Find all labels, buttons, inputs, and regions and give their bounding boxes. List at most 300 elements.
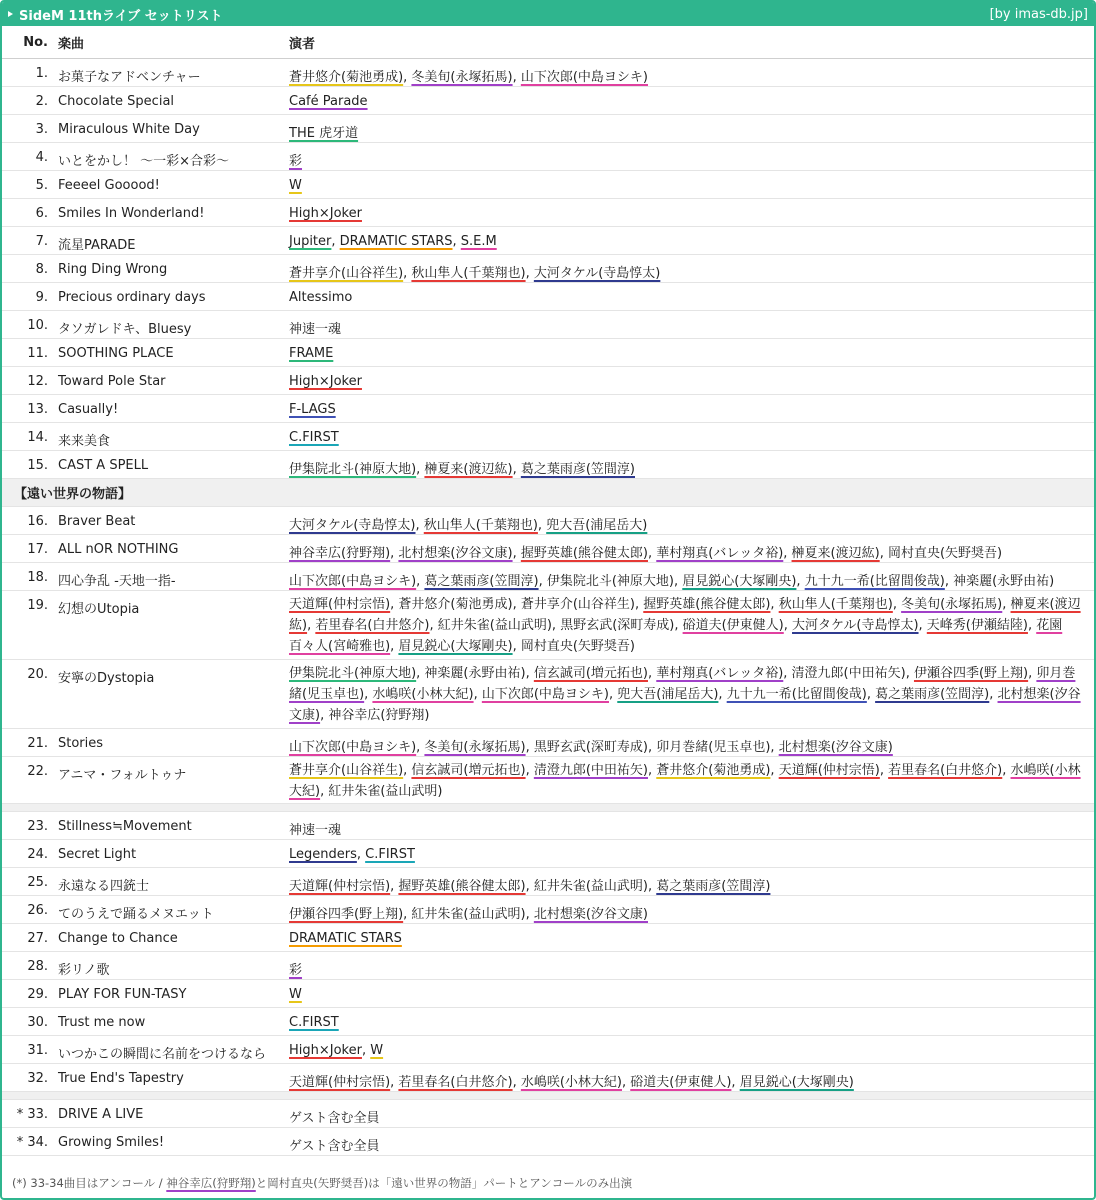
table-row	[2, 311, 1094, 339]
table-row	[2, 1036, 1094, 1064]
song-title: お菓子なアドベンチャー	[58, 70, 201, 85]
performer-link[interactable]: 葛之葉雨彦(笠間淳)	[656, 879, 771, 894]
table-row	[2, 199, 1094, 227]
performer-separator: ,	[416, 666, 425, 681]
performers-cell	[289, 875, 1084, 894]
performer-link[interactable]: 伊集院北斗(神原大地)	[289, 462, 417, 477]
performer-separator: ,	[525, 266, 534, 281]
setlist-table	[2, 26, 1094, 1156]
song-number: 8.	[35, 262, 48, 277]
song-number: 26.	[27, 903, 48, 918]
performer-separator: ,	[551, 618, 561, 633]
performer-link[interactable]: 信玄誠司(増元拓也)	[533, 666, 648, 681]
performer-link[interactable]: W	[370, 1043, 384, 1058]
table-row	[2, 115, 1094, 143]
performer-separator: ,	[415, 518, 424, 533]
performer-separator: ,	[390, 879, 399, 894]
performer-link[interactable]: DRAMATIC STARS	[289, 931, 402, 946]
performer-separator: ,	[989, 687, 998, 702]
performer-link[interactable]: 葛之葉雨彦(笠間淳)	[424, 574, 539, 589]
performer-name: 紅井朱雀(益山武明)	[533, 879, 648, 894]
song-title: DRIVE A LIVE	[58, 1107, 144, 1122]
performer-separator: ,	[512, 546, 521, 561]
performer-link[interactable]: 蒼井悠介(菊池勇成)	[656, 763, 771, 778]
footnote	[12, 1175, 632, 1191]
performer-link[interactable]: 水嶋咲(小林大紀)	[372, 687, 474, 702]
song-title: Miraculous White Day	[58, 122, 200, 137]
performers-cell	[289, 66, 1084, 85]
row-separator	[2, 804, 1094, 812]
performer-separator: ,	[731, 1075, 740, 1090]
song-number: 30.	[27, 1015, 48, 1030]
title-group[interactable]	[8, 5, 222, 24]
song-title: Stories	[58, 736, 104, 751]
song-title: Trust me now	[58, 1015, 146, 1030]
table-row	[2, 227, 1094, 255]
song-number: 24.	[27, 847, 48, 862]
song-number: 18.	[27, 570, 48, 585]
performer-separator: ,	[525, 907, 534, 922]
song-number: 32.	[27, 1071, 48, 1086]
footnote-mid: と	[255, 1176, 268, 1190]
performer-name: 蒼井享介(山谷祥生)	[520, 597, 635, 612]
performer-separator: ,	[918, 618, 927, 633]
table-row	[2, 660, 1094, 729]
performer-separator: ,	[944, 574, 954, 589]
performer-link[interactable]: 伊瀬谷四季(野上翔)	[289, 907, 404, 922]
table-row	[2, 563, 1094, 591]
performers-cell	[289, 542, 1084, 561]
performer-link[interactable]: 花園百々人(宮崎雅也)	[289, 618, 1063, 654]
performer-separator: ,	[770, 740, 779, 755]
performer-link[interactable]: 冬美旬(永塚拓馬)	[411, 70, 513, 85]
performer-link[interactable]: 北村想楽(汐谷文康)	[398, 546, 513, 561]
performer-link[interactable]: Legenders	[289, 847, 357, 862]
performer-separator: ,	[416, 740, 425, 755]
table-row	[2, 507, 1094, 535]
table-row	[2, 840, 1094, 868]
performer-separator: ,	[674, 618, 683, 633]
performer-name: 岡村直央(矢野奨吾)	[520, 639, 635, 654]
table-row	[2, 1064, 1094, 1092]
performer-link[interactable]: 葛之葉雨彦(笠間淳)	[875, 687, 990, 702]
footnote-name-link[interactable]: 神谷幸広(狩野翔)	[166, 1176, 256, 1190]
performer-name: 岡村直央(矢野奨吾)	[887, 546, 1003, 561]
performer-separator: ,	[537, 518, 547, 533]
table-row	[2, 812, 1094, 840]
performer-link[interactable]: 蒼井悠介(菊池勇成)	[289, 70, 404, 85]
performer-link[interactable]: W	[289, 987, 302, 1002]
performer-link[interactable]: C.FIRST	[289, 430, 339, 445]
table-row	[2, 1008, 1094, 1036]
performer-name: 清澄九郎(中田祐矢)	[791, 666, 906, 681]
performer-name: ゲスト含む全員	[289, 1111, 380, 1126]
performer-link[interactable]: 大河タケル(寺島惇太)	[289, 518, 416, 533]
performers-cell	[289, 514, 1084, 533]
performer-link[interactable]: 秋山隼人(千葉翔也)	[411, 266, 526, 281]
performer-separator: ,	[1027, 618, 1037, 633]
table-row	[2, 952, 1094, 980]
song-title: 来来美食	[58, 434, 111, 449]
performer-name: 神楽麗(永野由祐)	[953, 574, 1055, 589]
song-title: 彩リノ歌	[58, 963, 110, 978]
performers-cell	[289, 570, 1084, 589]
performer-link[interactable]: Café Parade	[289, 94, 368, 109]
performer-link[interactable]: 若里春名(白井悠介)	[315, 618, 430, 633]
performer-separator: ,	[538, 574, 547, 589]
header-song: 楽曲	[58, 36, 85, 52]
performer-name: 紅井朱雀(益山武明)	[437, 618, 552, 633]
performer-separator: ,	[403, 266, 412, 281]
performer-separator: ,	[473, 687, 482, 702]
performer-link[interactable]: 冬美旬(永塚拓馬)	[424, 740, 526, 755]
performer-separator: ,	[525, 666, 534, 681]
performer-link[interactable]: 九十九一希(比留間俊哉)	[726, 687, 867, 702]
performers-cell	[289, 847, 1084, 862]
performer-separator: ,	[403, 70, 412, 85]
performer-name: 神谷幸広(狩野翔)	[328, 708, 430, 723]
performer-separator: ,	[770, 597, 779, 612]
performer-separator: ,	[429, 618, 438, 633]
performer-link[interactable]: DRAMATIC STARS	[339, 234, 453, 249]
performer-link[interactable]: 山下次郎(中島ヨシキ)	[481, 687, 609, 702]
song-title: SOOTHING PLACE	[58, 346, 174, 361]
table-row	[2, 896, 1094, 924]
performer-link[interactable]: High×Joker	[289, 1043, 362, 1058]
performer-link[interactable]: 榊夏来(渡辺紘)	[791, 546, 880, 561]
performer-link[interactable]: 若里春名(白井悠介)	[398, 1075, 513, 1090]
song-title: Smiles In Wonderland!	[58, 206, 205, 221]
song-number: 3.	[35, 122, 48, 137]
performer-separator: ,	[403, 907, 412, 922]
performer-link[interactable]: 伊集院北斗(神原大地)	[289, 666, 417, 681]
performer-separator: ,	[320, 708, 329, 723]
performer-name: 黒野玄武(深町寿成)	[533, 740, 648, 755]
performer-name: ゲスト含む全員	[289, 1139, 380, 1154]
performer-link[interactable]: 天道輝(仲村宗悟)	[778, 763, 880, 778]
panel-title: SideM 11thライブ セットリスト	[19, 8, 223, 24]
song-title: てのうえで踊るメヌエット	[58, 907, 214, 922]
performer-link[interactable]: High×Joker	[289, 374, 362, 389]
table-row	[2, 868, 1094, 896]
song-number: 4.	[35, 150, 48, 165]
credit-link[interactable]: [by imas-db.jp]	[989, 6, 1088, 22]
song-title: Braver Beat	[58, 514, 136, 529]
performer-separator: ,	[320, 784, 329, 799]
performer-separator: ,	[879, 546, 888, 561]
performer-separator: ,	[770, 763, 779, 778]
performer-link[interactable]: 北村想楽(汐谷文康)	[289, 687, 1081, 723]
performer-name: 蒼井悠介(菊池勇成)	[398, 597, 513, 612]
table-row	[2, 729, 1094, 757]
table-row	[2, 451, 1094, 479]
performer-link[interactable]: 華村翔真(バレッタ裕)	[656, 666, 784, 681]
table-row	[2, 395, 1094, 423]
performer-link[interactable]: 眉見鋭心(大塚剛央)	[682, 574, 797, 589]
performer-name: 神楽麗(永野由祐)	[424, 666, 526, 681]
performer-link[interactable]: 北村想楽(汐谷文康)	[778, 740, 893, 755]
performer-link[interactable]: High×Joker	[289, 206, 362, 221]
performer-link[interactable]: 山下次郎(中島ヨシキ)	[289, 740, 417, 755]
performer-link[interactable]: 山下次郎(中島ヨシキ)	[289, 574, 417, 589]
table-row	[2, 980, 1094, 1008]
performers-cell	[289, 178, 1084, 193]
performer-link[interactable]: 天道輝(仲村宗悟)	[289, 597, 391, 612]
performer-separator: ,	[892, 597, 902, 612]
performer-link[interactable]: 伊瀬谷四季(野上翔)	[913, 666, 1029, 681]
song-number: 31.	[27, 1043, 48, 1058]
performers-cell	[289, 736, 1084, 755]
performer-link[interactable]: 冬美旬(永塚拓馬)	[901, 597, 1003, 612]
performers-cell	[289, 1043, 1084, 1058]
performer-link[interactable]: 蒼井享介(山谷祥生)	[289, 266, 404, 281]
performer-link[interactable]: 硲道夫(伊東健人)	[682, 618, 784, 633]
performers-cell	[289, 1015, 1084, 1030]
performer-link[interactable]: 彩	[289, 154, 303, 169]
performer-separator: ,	[390, 597, 399, 612]
performer-name: 伊集院北斗(神原大地)	[546, 574, 674, 589]
table-row	[2, 757, 1094, 804]
performer-link[interactable]: 握野英雄(熊谷健太郎)	[398, 879, 526, 894]
performer-link[interactable]: W	[289, 178, 302, 193]
table-row	[2, 283, 1094, 311]
performer-link[interactable]: 榊夏来(渡辺紘)	[289, 597, 1081, 633]
performer-separator: ,	[525, 879, 534, 894]
section-header: 【遠い世界の物語】	[2, 479, 1094, 507]
performer-link[interactable]: 秋山隼人(千葉翔也)	[778, 597, 893, 612]
performer-link[interactable]: 眉見鋭心(大塚剛央)	[398, 639, 513, 654]
performer-separator: ,	[648, 546, 657, 561]
performer-separator: ,	[390, 639, 399, 654]
performer-separator: ,	[783, 666, 792, 681]
performer-link[interactable]: 大河タケル(寺島惇太)	[533, 266, 661, 281]
performer-link[interactable]: C.FIRST	[289, 1015, 339, 1030]
performer-link[interactable]: THE 虎牙道	[289, 126, 359, 141]
performer-link[interactable]: 眉見鋭心(大塚剛央)	[739, 1075, 854, 1090]
song-title: Chocolate Special	[58, 94, 175, 109]
performers-cell	[289, 458, 1084, 477]
song-number: 2.	[35, 94, 48, 109]
performer-separator: ,	[648, 666, 657, 681]
song-title: Casually!	[58, 402, 119, 417]
table-row	[2, 171, 1094, 199]
table-row	[2, 591, 1094, 660]
performer-separator: ,	[525, 740, 534, 755]
performer-link[interactable]: S.E.M	[460, 234, 497, 249]
song-title: Precious ordinary days	[58, 290, 206, 305]
performer-link[interactable]: 卯月巻緒(児玉卓也)	[289, 666, 1076, 702]
performers-cell	[289, 122, 1084, 141]
performers-cell	[289, 1107, 1084, 1126]
performer-separator: ,	[452, 234, 461, 249]
performer-link[interactable]: 兜大吾(浦尾岳大)	[546, 518, 648, 533]
performer-name: Altessimo	[289, 290, 353, 305]
performer-separator: ,	[512, 462, 521, 477]
performer-link[interactable]: F-LAGS	[289, 402, 336, 417]
performers-cell	[289, 206, 1084, 221]
performer-separator: ,	[905, 666, 914, 681]
performers-cell	[289, 318, 1084, 337]
performer-link[interactable]: 信玄誠司(増元拓也)	[411, 763, 526, 778]
song-title: タソガレドキ、Bluesy	[58, 322, 192, 337]
performer-separator: ,	[648, 740, 657, 755]
song-number: 7.	[35, 234, 48, 249]
performer-separator: ,	[512, 1075, 521, 1090]
song-number: 28.	[27, 959, 48, 974]
performer-link[interactable]: 蒼井享介(山谷祥生)	[289, 763, 404, 778]
performers-cell	[289, 594, 1084, 657]
performer-separator: ,	[356, 847, 366, 862]
performer-separator: ,	[403, 763, 412, 778]
performers-cell	[289, 430, 1084, 445]
song-number: 5.	[35, 178, 48, 193]
song-title: 四心争乱 -天地一指-	[58, 574, 176, 589]
song-number: 14.	[27, 430, 48, 445]
performers-cell	[289, 931, 1084, 946]
performer-separator: ,	[416, 462, 425, 477]
performer-link[interactable]: 秋山隼人(千葉翔也)	[423, 518, 538, 533]
song-title: Growing Smiles!	[58, 1135, 165, 1150]
performer-separator: ,	[622, 1075, 631, 1090]
row-separator	[2, 1092, 1094, 1100]
performer-separator: ,	[648, 879, 657, 894]
performer-link[interactable]: 葛之葉雨彦(笠間淳)	[520, 462, 635, 477]
performer-link[interactable]: 水嶋咲(小林大紀)	[520, 1075, 622, 1090]
performer-link[interactable]: 天峰秀(伊瀬結陸)	[926, 618, 1028, 633]
performer-name: 黒野玄武(深町寿成)	[560, 618, 675, 633]
song-number: 10.	[27, 318, 48, 333]
performer-link[interactable]: FRAME	[289, 346, 334, 361]
performer-separator: ,	[512, 70, 521, 85]
song-number: 29.	[27, 987, 48, 1002]
performer-link[interactable]: 榊夏来(渡辺紘)	[424, 462, 513, 477]
song-title: Feeeel Gooood!	[58, 178, 160, 193]
table-row	[2, 1128, 1094, 1156]
performers-cell	[289, 346, 1084, 361]
performer-link[interactable]: 握野英雄(熊谷健太郎)	[520, 546, 648, 561]
song-title: 永遠なる四銃士	[58, 879, 150, 894]
performer-link[interactable]: Jupiter	[289, 234, 332, 249]
table-row	[2, 143, 1094, 171]
song-number: * 34.	[16, 1135, 48, 1150]
song-number: 1.	[35, 66, 48, 81]
performer-separator: ,	[390, 1075, 399, 1090]
title-bar	[2, 2, 1094, 26]
performer-separator: ,	[525, 763, 534, 778]
performer-link[interactable]: 華村翔真(バレッタ裕)	[656, 546, 784, 561]
performer-separator: ,	[783, 618, 793, 633]
performer-separator: ,	[635, 597, 644, 612]
performers-cell	[289, 402, 1084, 417]
performer-link[interactable]: 彩	[289, 963, 303, 978]
performer-link[interactable]: 天道輝(仲村宗悟)	[289, 879, 391, 894]
performer-separator: ,	[1002, 763, 1011, 778]
song-title: ALL nOR NOTHING	[58, 542, 179, 557]
performers-cell	[289, 819, 1084, 838]
song-title: CAST A SPELL	[58, 458, 149, 473]
performer-separator: ,	[1028, 666, 1037, 681]
performers-cell	[289, 94, 1084, 109]
performer-separator: ,	[1002, 597, 1011, 612]
song-number: 20.	[27, 667, 48, 682]
performer-link[interactable]: 兜大吾(浦尾岳大)	[617, 687, 719, 702]
song-number: 11.	[27, 346, 48, 361]
performer-link[interactable]: 神谷幸広(狩野翔)	[289, 546, 391, 561]
song-title: PLAY FOR FUN-TASY	[58, 987, 187, 1002]
song-number: 15.	[27, 458, 48, 473]
performer-separator: ,	[796, 574, 805, 589]
performer-link[interactable]: 大河タケル(寺島惇太)	[792, 618, 919, 633]
performer-separator: ,	[307, 618, 316, 633]
song-number: 19.	[27, 598, 48, 613]
performers-cell	[289, 1135, 1084, 1154]
table-row	[2, 87, 1094, 115]
performer-separator: ,	[331, 234, 340, 249]
performer-link[interactable]: 山下次郎(中島ヨシキ)	[520, 70, 648, 85]
table-row	[2, 1100, 1094, 1128]
performer-separator: ,	[783, 546, 792, 561]
song-title: 幻想のUtopia	[58, 602, 140, 617]
performer-separator: ,	[390, 546, 399, 561]
performer-separator: ,	[364, 687, 373, 702]
performers-cell	[289, 262, 1084, 281]
song-title: いつかこの瞬間に名前をつけるなら	[58, 1047, 267, 1062]
performers-cell	[289, 987, 1084, 1002]
performer-link[interactable]: 九十九一希(比留間俊哉)	[804, 574, 945, 589]
performer-link[interactable]: 水嶋咲(小林大紀)	[289, 763, 1081, 799]
table-row	[2, 255, 1094, 283]
table-row	[2, 535, 1094, 563]
song-number: 13.	[27, 402, 48, 417]
performer-separator: ,	[512, 639, 521, 654]
expand-triangle-icon[interactable]	[8, 11, 13, 17]
song-title: アニマ・フォルトゥナ	[58, 768, 187, 783]
song-title: 流星PARADE	[58, 238, 136, 253]
song-title: 安寧のDystopia	[58, 671, 155, 686]
performer-separator: ,	[609, 687, 618, 702]
performer-name: 神速一魂	[289, 322, 342, 337]
performers-cell	[289, 663, 1084, 726]
song-title: Change to Chance	[58, 931, 178, 946]
table-body	[2, 59, 1094, 1156]
performer-link[interactable]: 若里春名(白井悠介)	[888, 763, 1003, 778]
table-row	[2, 367, 1094, 395]
performer-link[interactable]: 清澄九郎(中田祐矢)	[533, 763, 648, 778]
performer-name: 紅井朱雀(益山武明)	[328, 784, 443, 799]
song-title: Ring Ding Wrong	[58, 262, 168, 277]
performer-name: 紅井朱雀(益山武明)	[411, 907, 526, 922]
performer-link[interactable]: 握野英雄(熊谷健太郎)	[643, 597, 771, 612]
performers-cell	[289, 903, 1084, 922]
header-num: No.	[23, 34, 48, 50]
song-number: 9.	[35, 290, 48, 305]
performer-link[interactable]: C.FIRST	[365, 847, 415, 862]
performers-cell	[289, 290, 1084, 305]
song-number: 17.	[27, 542, 48, 557]
song-number: * 33.	[16, 1107, 48, 1122]
performer-link[interactable]: 北村想楽(汐谷文康)	[533, 907, 648, 922]
performer-link[interactable]: 硲道夫(伊東健人)	[630, 1075, 732, 1090]
song-title: True End's Tapestry	[58, 1071, 184, 1086]
performer-link[interactable]: 天道輝(仲村宗悟)	[289, 1075, 391, 1090]
performer-separator: ,	[718, 687, 727, 702]
performers-cell	[289, 150, 1084, 169]
performer-separator: ,	[674, 574, 683, 589]
table-row	[2, 59, 1094, 87]
performer-name: 神速一魂	[289, 823, 342, 838]
performers-cell	[289, 374, 1084, 389]
performer-separator: ,	[416, 574, 425, 589]
